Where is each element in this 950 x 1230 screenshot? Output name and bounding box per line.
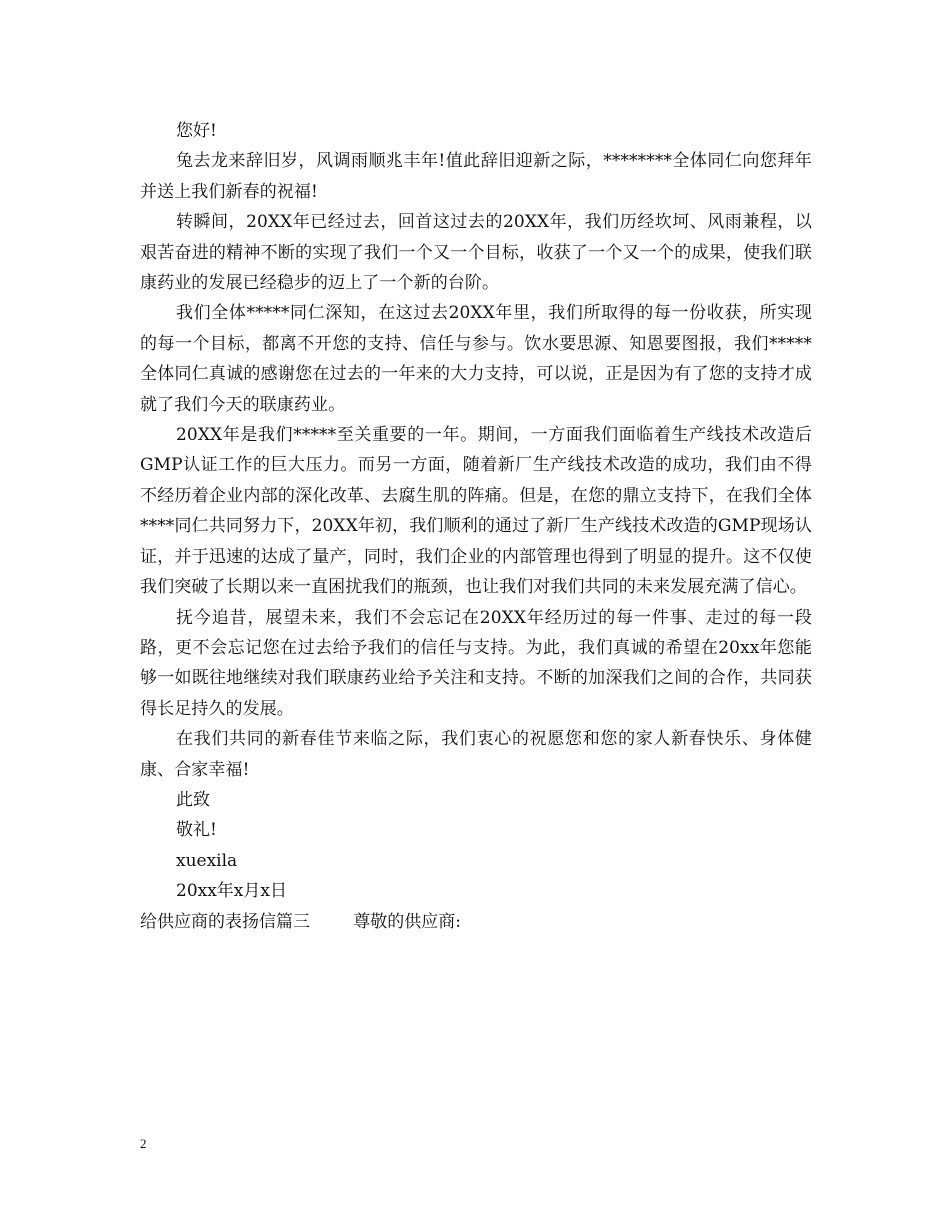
letter-closing: 此致 — [176, 789, 210, 810]
paragraph-holiday-blessing: 在我们共同的新春佳节来临之际，我们衷心的祝愿您和您的家人新春快乐、身体健康、合家幸福! — [140, 729, 812, 780]
letter-greeting: 您好! — [176, 121, 217, 141]
letter-salute: 敬礼! — [176, 820, 217, 841]
paragraph-year-review: 转瞬间，20XX年已经过去，回首这过去的20XX年，我们历经坎坷、风雨兼程，以艰苦奋进的精神不断的实现了我们一个又一个目标，收获了一个又一个的成果，使我们联康药业的发展已经稳步的迈上了一个新的台阶。 — [140, 212, 812, 294]
next-section-greeting: 尊敬的供应商: — [353, 911, 461, 932]
next-section-heading — [140, 907, 812, 937]
paragraph-gratitude: 我们全体*****同仁深知，在这过去20XX年里，我们所取得的每一份收获，所实现的每一个目标，都离不开您的支持、信任与参与。饮水要思源、知恩要图报，我们*****全体同仁真诚的感谢您在过去的一年来的大力支持，可以说，正是因为有了您的支持才成就了我们今天的联康药业。 — [140, 303, 812, 415]
letter-body — [140, 116, 812, 937]
letter-signature: xuexila — [176, 850, 238, 871]
paragraph-new-year-wishes: 兔去龙来辞旧岁，风调雨顺兆丰年!值此辞旧迎新之际，********全体同仁向您拜年并送上我们新春的祝福! — [140, 151, 812, 202]
next-section-title: 给供应商的表扬信篇三 — [140, 911, 310, 932]
paragraph-gmp-certification: 20XX年是我们*****至关重要的一年。期间，一方面我们面临着生产线技术改造后GMP认证工作的巨大压力。而另一方面，随着新厂生产线技术改造的成功，我们由不得不经历着企业内部的深化改革、去腐生肌的阵痛。但是，在您的鼎立支持下，在我们全体****同仁共同努力下，20XX年初，我们顺利的通过了新厂生产线技术改造的GMP现场认证，并于迅速的达成了量产，同时，我们企业的内部管理也得到了明显的提升。这不仅使我们突破了长期以来一直困扰我们的瓶颈，也让我们对我们共同的未来发展充满了信心。 — [140, 425, 812, 598]
letter-date: 20xx年x月x日 — [176, 881, 287, 902]
paragraph-future-cooperation: 抚今追昔，展望未来，我们不会忘记在20XX年经历过的每一件事、走过的每一段路，更不会忘记您在过去给予我们的信任与支持。为此，我们真诚的希望在20xx年您能够一如既往地继续对我们联康药业给予关注和支持。不断的加深我们之间的合作，共同获得长足持久的发展。 — [140, 607, 812, 719]
page-number: 2 — [140, 1136, 147, 1151]
